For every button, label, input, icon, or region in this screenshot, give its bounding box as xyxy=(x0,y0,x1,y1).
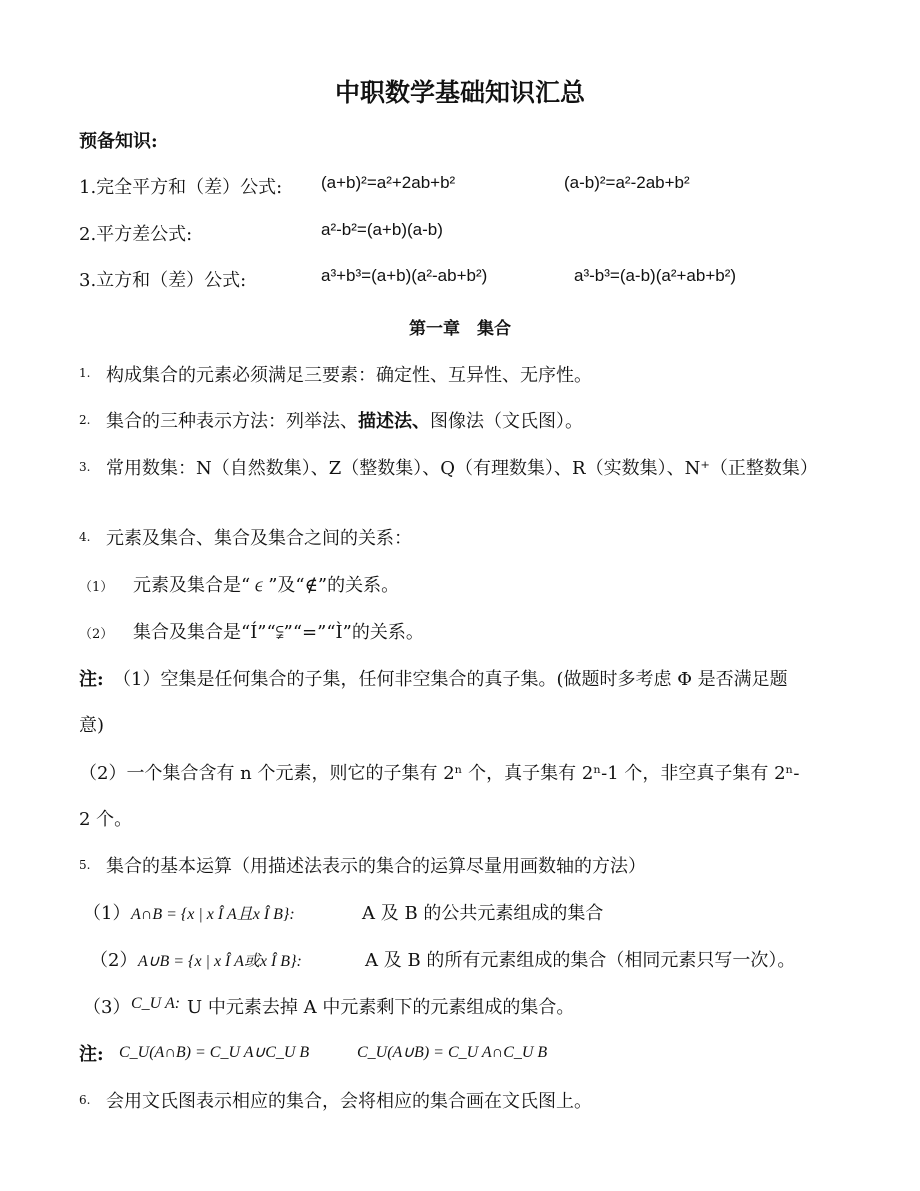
op-3-number: （3） xyxy=(83,997,131,1018)
prelim-item-1-label: 1.完全平方和（差）公式: xyxy=(79,177,283,198)
item-6-number: 6. xyxy=(79,1093,91,1107)
prelim-item-2-label: 2.平方差公式: xyxy=(79,224,193,245)
sub-4-2-text: 集合及集合是“Í”“⫋”“=”“Ì”的关系。 xyxy=(133,622,424,643)
item-4-number: 4. xyxy=(79,530,91,544)
item-5-number: 5. xyxy=(79,858,91,872)
op-2-desc: A 及 B 的所有元素组成的集合（相同元素只写一次）。 xyxy=(365,950,796,971)
item-2-number: 2. xyxy=(79,413,91,427)
op-2-formula: A∪B = {x | x Î A或x Î B}: xyxy=(138,953,302,970)
prelim-item-3-formula2: a³-b³=(a-b)(a²+ab+b²) xyxy=(574,266,737,285)
sub-4-2-number: （2） xyxy=(79,627,114,642)
op-1-formula: A∩B = {x | x Î A且x Î B}: xyxy=(131,906,295,923)
item-3-text: 常用数集：N（自然数集）、Z（整数集）、Q（有理数集）、R（实数集）、N⁺（正整数集） xyxy=(106,458,818,479)
item-2-text: 集合的三种表示方法：列举法、描述法、图像法（文氏图）。 xyxy=(106,411,583,432)
op-1-number: （1） xyxy=(83,903,131,924)
note-1-line2-cont: 2 个。 xyxy=(79,809,133,830)
note-1-label: 注: xyxy=(79,669,104,690)
sub-4-1-number: （1） xyxy=(79,580,114,595)
note-1-line1: （1）空集是任何集合的子集，任何非空集合的真子集。(做题时多考虑 Φ 是否满足题 xyxy=(113,669,788,690)
item-6-text: 会用文氏图表示相应的集合，会将相应的集合画在文氏图上。 xyxy=(106,1091,592,1112)
op-3-formula: C_U A: xyxy=(131,995,181,1012)
op-1-desc: A 及 B 的公共元素组成的集合 xyxy=(362,903,604,924)
item-5-text: 集合的基本运算（用描述法表示的集合的运算尽量用画数轴的方法） xyxy=(106,856,646,877)
op-3-desc: U 中元素去掉 A 中元素剩下的元素组成的集合。 xyxy=(187,997,575,1018)
op-2-number: （2） xyxy=(90,950,138,971)
prelim-item-3-label: 3.立方和（差）公式: xyxy=(79,270,247,291)
page-title: 中职数学基础知识汇总 xyxy=(334,78,585,107)
note-2-formula1: C_U(A∩B) = C_U A∪C_U B xyxy=(119,1044,310,1061)
chapter-heading: 第一章 集合 xyxy=(409,319,511,339)
note-1-line2: （2）一个集合含有 n 个元素，则它的子集有 2ⁿ 个，真子集有 2ⁿ-1 个，非空真子集有 2ⁿ- xyxy=(79,763,800,784)
sub-4-1-text: 元素及集合是“∊”及“∉”的关系。 xyxy=(133,575,400,596)
prelim-item-3-formula1: a³+b³=(a+b)(a²-ab+b²) xyxy=(321,266,488,285)
prelim-item-1-formula1: (a+b)²=a²+2ab+b² xyxy=(321,173,456,192)
note-2-label: 注: xyxy=(79,1044,104,1065)
prelim-item-2-formula1: a²-b²=(a+b)(a-b) xyxy=(321,220,443,239)
item-1-number: 1. xyxy=(79,366,91,380)
prelim-heading: 预备知识: xyxy=(79,131,158,152)
note-2-formula2: C_U(A∪B) = C_U A∩C_U B xyxy=(357,1044,548,1061)
item-4-text: 元素及集合、集合及集合之间的关系： xyxy=(106,528,412,549)
note-1-line1-cont: 意) xyxy=(79,715,105,736)
item-1-text: 构成集合的元素必须满足三要素：确定性、互异性、无序性。 xyxy=(106,365,592,386)
item-3-number: 3. xyxy=(79,460,91,474)
prelim-item-1-formula2: (a-b)²=a²-2ab+b² xyxy=(564,173,690,192)
